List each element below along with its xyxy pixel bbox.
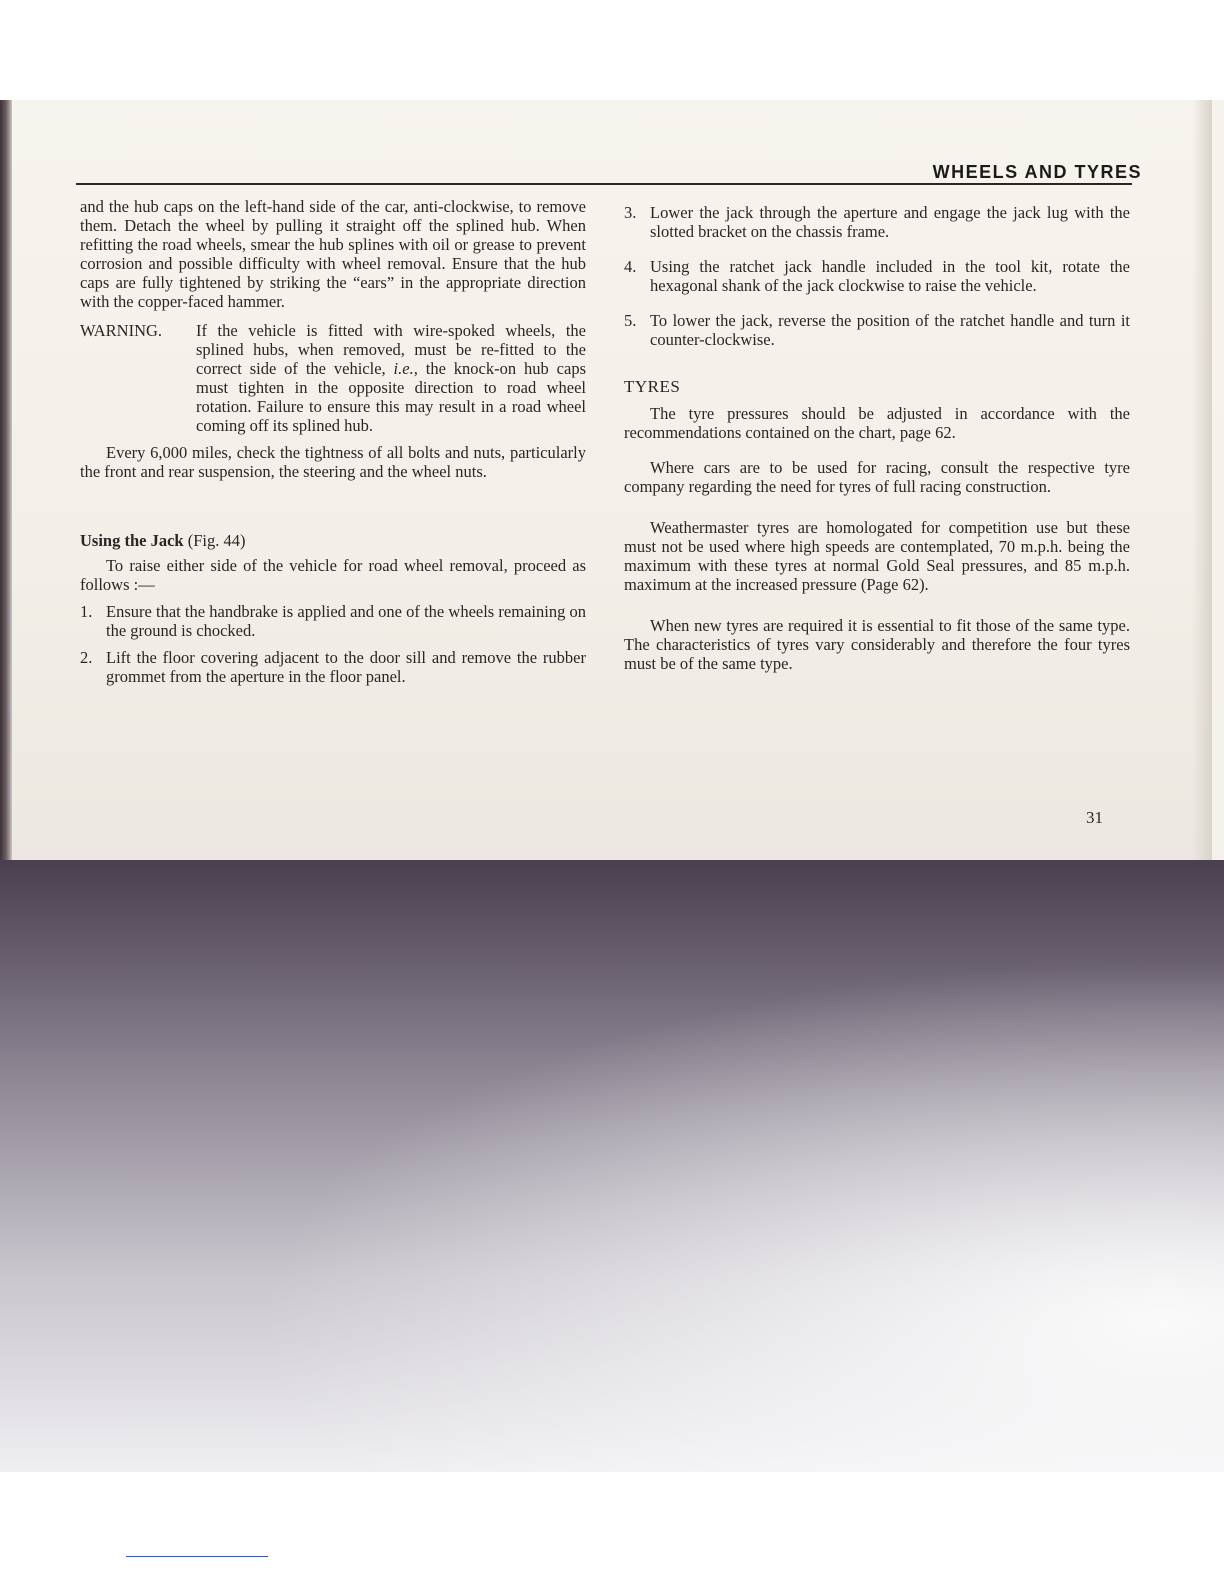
list-item-number: 2.: [80, 648, 93, 667]
list-item-number: 4.: [624, 257, 637, 276]
warning-text-part-1: If the vehicle is fitted with wire-spoked wheels, the splined hubs, when removed, must be re-fitted to the correct side of the vehicle,: [196, 321, 586, 378]
section-title: WHEELS AND TYRES: [932, 162, 1142, 182]
jack-heading-ref: (Fig. 44): [183, 531, 246, 550]
list-item-number: 1.: [80, 602, 93, 621]
tyres-paragraph: Weathermaster tyres are homologated for competition use but these must not be used where high speeds are contemplated, 70 m.p.h. being the maximum with these tyres at normal Gold Seal pressures, and 85 m.p.h. maximum at the increased pressure (Page 62).: [624, 518, 1130, 594]
left-column: [80, 197, 586, 686]
warning-text-ie: i.e.: [393, 359, 414, 378]
page-number: 31: [1086, 808, 1103, 827]
underline-artifact: [126, 1556, 268, 1557]
background-surface: [0, 860, 1224, 1472]
list-item-text: Lower the jack through the aperture and engage the jack lug with the slotted bracket on the chassis frame.: [650, 203, 1130, 241]
page-edge-shadow: [1192, 100, 1212, 880]
tyres-heading: TYRES: [624, 377, 681, 396]
bolts-paragraph: Every 6,000 miles, check the tightness of all bolts and nuts, particularly the front and rear suspension, the steering and the wheel nuts.: [80, 443, 586, 481]
list-item: [624, 311, 1130, 349]
tyres-paragraph: The tyre pressures should be adjusted in accordance with the recommendations contained on the chart, page 62.: [624, 404, 1130, 442]
list-item: [80, 602, 586, 640]
list-item-text: Lift the floor covering adjacent to the door sill and remove the rubber grommet from the aperture in the floor panel.: [106, 648, 586, 686]
right-column: [624, 203, 1130, 673]
warning-label: WARNING.: [80, 321, 163, 340]
list-item-text: Using the ratchet jack handle included in the tool kit, rotate the hexagonal shank of the jack clockwise to raise the vehicle.: [650, 257, 1130, 295]
tyres-paragraph: When new tyres are required it is essential to fit those of the same type. The characteristics of tyres vary considerably and therefore the four tyres must be of the same type.: [624, 616, 1130, 673]
list-item: [80, 648, 586, 686]
scanned-spread: [0, 100, 1224, 1472]
hub-caps-paragraph: and the hub caps on the left-hand side of the car, anti-clockwise, to remove them. Detach the wheel by pulling it straight off the splined hub. When refitting the road wheels, smear the hub splines with oil or grease to prevent corrosion and possible difficulty with wheel removal. Ensure that the hub caps are fully tightened by striking the “ears” in the appropriate direction with the copper-faced hammer.: [80, 197, 586, 311]
warning-note: [80, 321, 586, 435]
list-item-number: 5.: [624, 311, 637, 330]
jack-heading-title: Using the Jack: [80, 531, 184, 550]
jack-heading: [80, 531, 586, 550]
list-item: [624, 203, 1130, 241]
list-item-text: To lower the jack, reverse the position of the ratchet handle and turn it counter-clockwise.: [650, 311, 1130, 349]
tyres-paragraph: Where cars are to be used for racing, consult the respective tyre company regarding the need for tyres of full racing construction.: [624, 458, 1130, 496]
list-item-number: 3.: [624, 203, 637, 222]
jack-intro: To raise either side of the vehicle for road wheel removal, proceed as follows :—: [80, 556, 586, 594]
header-rule: [76, 183, 1132, 185]
list-item-text: Ensure that the handbrake is applied and one of the wheels remaining on the ground is chocked.: [106, 602, 586, 640]
warning-text-part-2: , the knock-on hub caps must tighten in the opposite direction to road wheel rotation. Failure to ensure this may result in a road wheel coming off its splined hub.: [196, 359, 586, 435]
list-item: [624, 257, 1130, 295]
manual-page: [12, 100, 1212, 860]
warning-text: [196, 321, 586, 435]
